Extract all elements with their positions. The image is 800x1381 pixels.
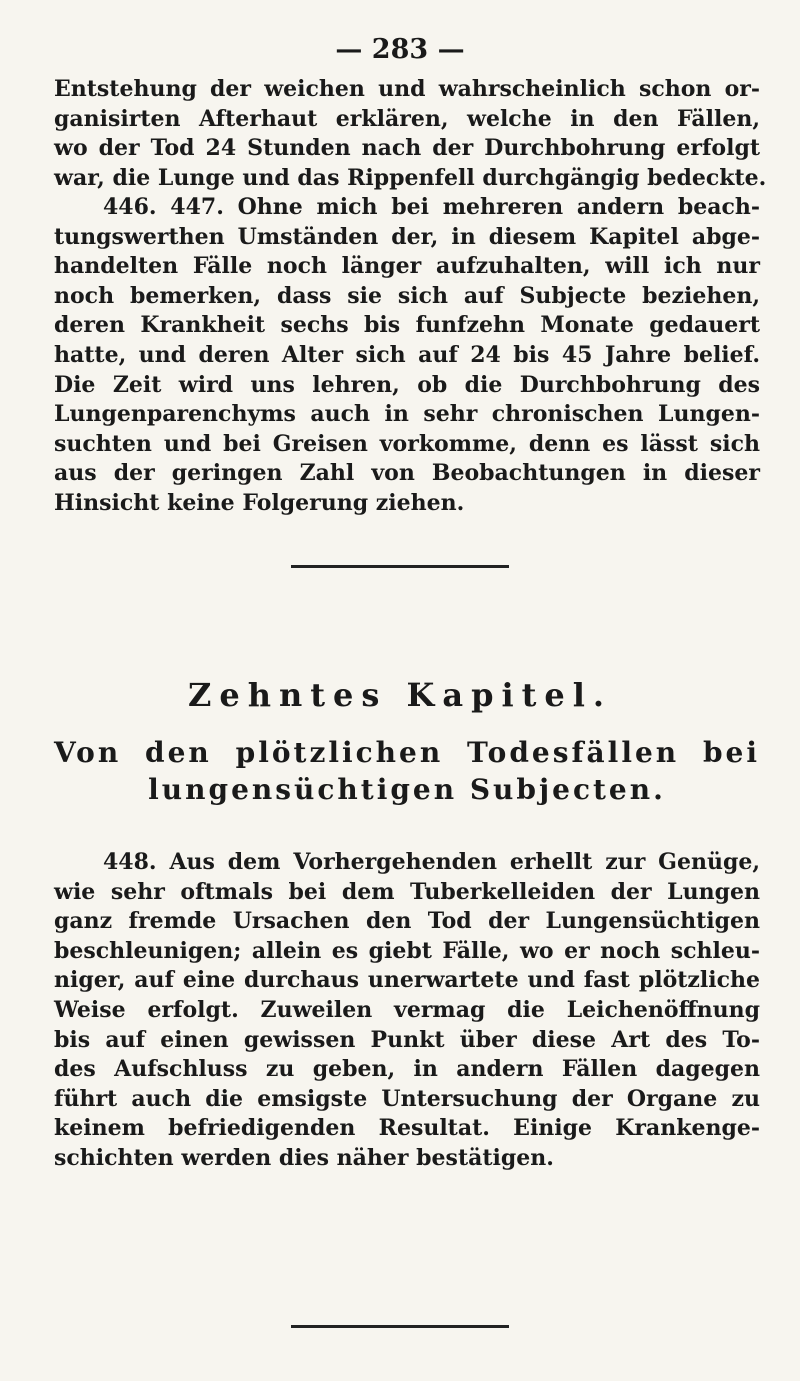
text-line: war, die Lunge und das Rippenfell durchgängig bedeckte. bbox=[54, 164, 767, 191]
chapter-subtitle-line-2: lungensüchtigen Subjecten. bbox=[148, 773, 666, 806]
text-line: schichten werden dies näher bestätigen. bbox=[54, 1144, 554, 1171]
text-line: des Aufschluss zu geben, in andern Fällen dagegen bbox=[54, 1056, 760, 1083]
text-line: aus der geringen Zahl von Beobachtungen in dieser bbox=[54, 460, 760, 487]
section-divider bbox=[291, 565, 509, 568]
text-line: Lungenparenchyms auch in sehr chronischen Lungen- bbox=[54, 401, 760, 428]
chapter-title: Zehntes Kapitel. bbox=[187, 676, 613, 714]
text-line: Weise erfolgt. Zuweilen vermag die Leichenöffnung bbox=[54, 996, 760, 1023]
chapter-subtitle-line-1: Von den plötzlichen Todesfällen bei bbox=[54, 736, 760, 769]
text-line: bis auf einen gewissen Punkt über diese Art des To- bbox=[54, 1026, 760, 1053]
text-line: ganz fremde Ursachen den Tod der Lungensüchtigen bbox=[54, 908, 760, 935]
text-line: deren Krankheit sechs bis funfzehn Monate gedauert bbox=[54, 312, 760, 339]
text-line: niger, auf eine durchaus unerwartete und fast plötzliche bbox=[54, 967, 760, 994]
paragraph-1 bbox=[54, 75, 767, 193]
paragraph-2 bbox=[54, 193, 760, 519]
text-line: keinem befriedigenden Resultat. Einige Krankenge- bbox=[54, 1115, 760, 1142]
text-line: 448. Aus dem Vorhergehenden erhellt zur Genüge, bbox=[103, 849, 760, 875]
text-line: führt auch die emsigste Untersuchung der Organe zu bbox=[54, 1085, 760, 1112]
text-line: suchten und bei Greisen vorkomme, denn es lässt sich bbox=[54, 430, 760, 457]
paragraph-3 bbox=[54, 848, 760, 1174]
text-line: noch bemerken, dass sie sich auf Subjecte beziehen, bbox=[54, 282, 760, 309]
text-line: Entstehung der weichen und wahrscheinlich schon or- bbox=[54, 76, 760, 102]
text-line: wie sehr oftmals bei dem Tuberkelleiden der Lungen bbox=[54, 878, 760, 905]
text-line: tungswerthen Umständen der, in diesem Kapitel abge- bbox=[54, 223, 760, 250]
text-line: beschleunigen; allein es giebt Fälle, wo er noch schleu- bbox=[54, 937, 760, 964]
text-line: Hinsicht keine Folgerung ziehen. bbox=[54, 489, 465, 516]
text-line: 446. 447. Ohne mich bei mehreren andern beach- bbox=[103, 194, 760, 220]
text-line: ganisirten Afterhaut erklären, welche in den Fällen, bbox=[54, 105, 760, 132]
text-line: handelten Fälle noch länger aufzuhalten, will ich nur bbox=[54, 253, 760, 280]
text-line: Die Zeit wird uns lehren, ob die Durchbohrung des bbox=[54, 371, 760, 398]
page-number: — 283 — bbox=[335, 34, 465, 65]
text-line: wo der Tod 24 Stunden nach der Durchbohrung erfolgt bbox=[54, 135, 760, 162]
text-line: hatte, und deren Alter sich auf 24 bis 45 Jahre belief. bbox=[54, 341, 760, 368]
section-divider bbox=[291, 1325, 509, 1328]
